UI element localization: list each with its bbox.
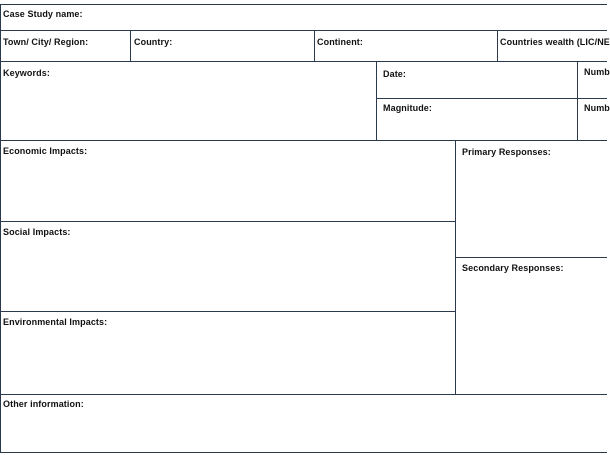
grid-line-economic-social <box>0 221 456 222</box>
country-label: Country: <box>134 37 173 47</box>
country-cell[interactable] <box>131 31 314 62</box>
grid-line-wealth-divider <box>497 30 498 62</box>
grid-line-top <box>0 4 607 5</box>
magnitude-cell[interactable] <box>377 98 578 140</box>
case-study-name-label: Case Study name: <box>3 9 83 19</box>
number-bottom-cell[interactable] <box>578 98 610 140</box>
date-cell[interactable] <box>377 62 578 98</box>
number-top-cell[interactable] <box>578 62 610 98</box>
keywords-cell[interactable] <box>0 62 377 140</box>
secondary-responses-cell[interactable] <box>456 257 607 394</box>
magnitude-label: Magnitude: <box>383 103 432 113</box>
grid-line-continent-divider <box>314 30 315 62</box>
number-bottom-label: Numb <box>584 103 610 113</box>
social-impacts-label: Social Impacts: <box>3 227 71 237</box>
grid-line-responses-divider <box>455 140 456 395</box>
grid-line-row3 <box>0 140 607 141</box>
social-impacts-cell[interactable] <box>0 221 456 311</box>
grid-line-left <box>0 4 1 453</box>
grid-line-row4 <box>0 394 607 395</box>
grid-line-bottom <box>0 452 607 453</box>
town-city-region-label: Town/ City/ Region: <box>3 37 89 47</box>
grid-line-row1 <box>0 30 607 31</box>
grid-line-social-environmental <box>0 311 456 312</box>
town-city-region-cell[interactable] <box>0 31 131 62</box>
case-study-name-cell[interactable] <box>0 4 607 31</box>
countries-wealth-cell[interactable] <box>497 31 610 62</box>
date-label: Date: <box>383 69 407 79</box>
economic-impacts-cell[interactable] <box>0 140 456 221</box>
grid-line-primary-secondary <box>456 257 607 258</box>
grid-line-number-divider <box>577 61 578 141</box>
primary-responses-label: Primary Responses: <box>462 147 551 157</box>
grid-line-row2 <box>0 61 607 62</box>
primary-responses-cell[interactable] <box>456 140 607 257</box>
grid-line-keywords-divider <box>376 61 377 141</box>
continent-cell[interactable] <box>314 31 497 62</box>
grid-line-date-magnitude <box>377 98 607 99</box>
economic-impacts-label: Economic Impacts: <box>3 146 88 156</box>
environmental-impacts-label: Environmental Impacts: <box>3 317 108 327</box>
number-top-label: Numb <box>584 67 610 77</box>
countries-wealth-label: Countries wealth (LIC/NE <box>500 37 610 47</box>
continent-label: Continent: <box>317 37 363 47</box>
secondary-responses-label: Secondary Responses: <box>462 263 564 273</box>
environmental-impacts-cell[interactable] <box>0 311 456 394</box>
keywords-label: Keywords: <box>3 68 50 78</box>
other-information-label: Other information: <box>3 399 84 409</box>
other-information-cell[interactable] <box>0 394 607 452</box>
grid-line-country-divider <box>130 30 131 62</box>
